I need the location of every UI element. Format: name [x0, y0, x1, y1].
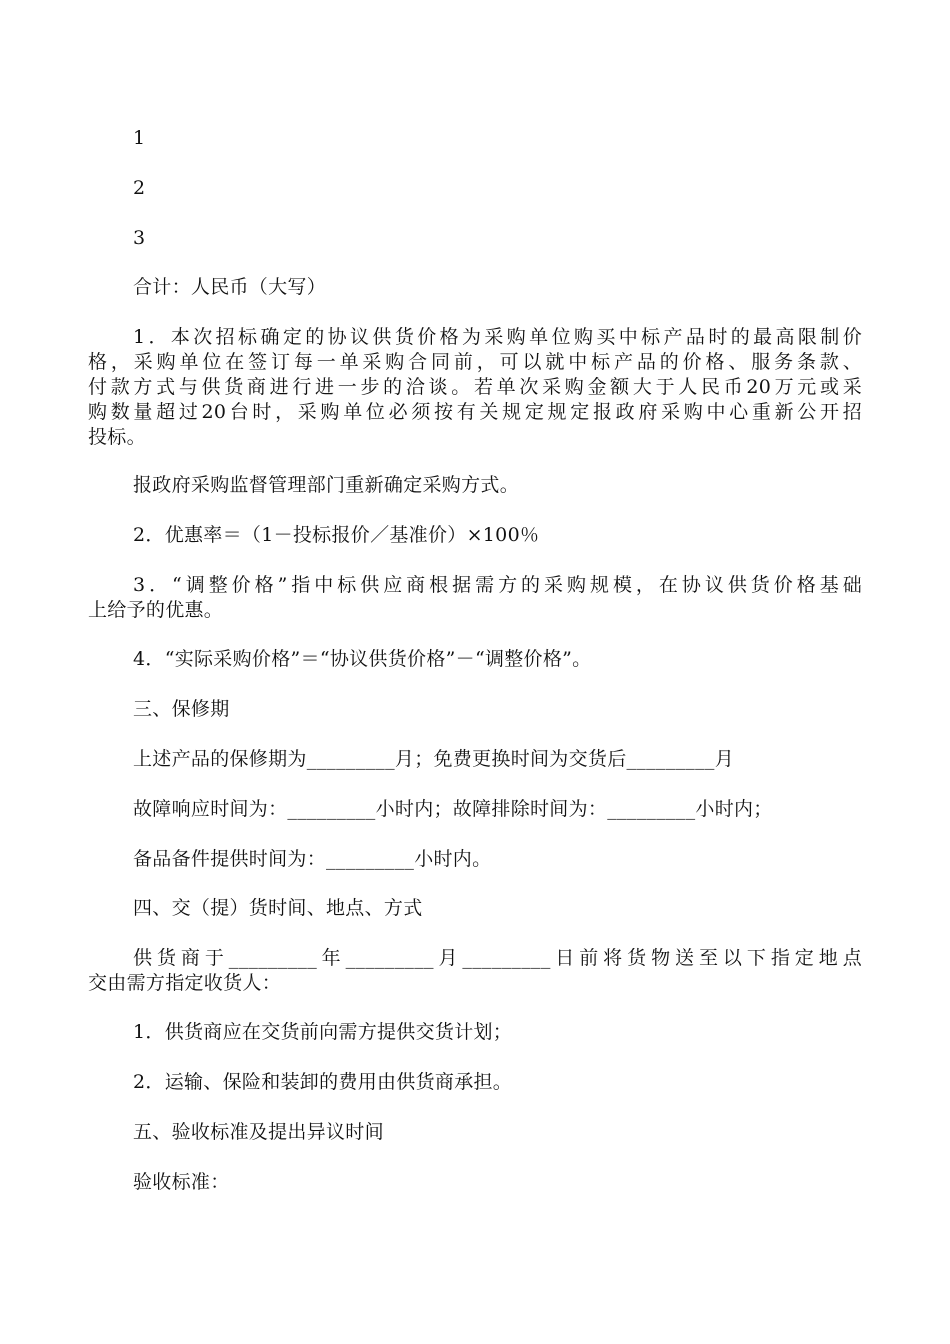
- section-4-heading: 四、交（提）货时间、地点、方式: [133, 897, 423, 919]
- delivery-paragraph: [88, 946, 862, 996]
- delivery-line-1: 供货商于_________年_________月_________日前将货物送至以下指定地点: [133, 947, 862, 969]
- note-1-paragraph: [88, 325, 862, 450]
- section-5-heading: 五、验收标准及提出异议时间: [133, 1121, 384, 1143]
- note-4: 4．“实际采购价格”＝“协议供货价格”－“调整价格”。: [133, 648, 592, 670]
- delivery-item-2: 2．运输、保险和装卸的费用由供货商承担。: [133, 1071, 513, 1093]
- delivery-line-2: 交由需方指定收货人：: [88, 972, 282, 994]
- note-1-line-5: 投标。: [88, 426, 146, 448]
- note-1-line-1: 1．本次招标确定的协议供货价格为采购单位购买中标产品时的最高限制价: [133, 326, 862, 348]
- note-3-line-1: 3．“调整价格”指中标供应商根据需方的采购规模，在协议供货价格基础: [133, 574, 862, 596]
- total-line: 合计：人民币（大写）: [133, 276, 327, 298]
- spare-parts-line: 备品备件提供时间为：_________小时内。: [133, 848, 492, 870]
- note-3-line-2: 上给予的优惠。: [88, 599, 224, 621]
- warranty-period-line: 上述产品的保修期为_________月；免费更换时间为交货后_________月: [133, 748, 735, 770]
- row-number-1: 1: [133, 127, 146, 149]
- note-1-line-2: 格，采购单位在签订每一单采购合同前，可以就中标产品的价格、服务条款、: [88, 351, 862, 373]
- note-1-line-4: 购数量超过20台时，采购单位必须按有关规定规定报政府采购中心重新公开招: [88, 401, 862, 423]
- note-1-line-3: 付款方式与供货商进行进一步的洽谈。若单次采购金额大于人民币20万元或采: [88, 376, 862, 398]
- row-number-3: 3: [133, 227, 146, 249]
- note-1-continuation: 报政府采购监督管理部门重新确定采购方式。: [133, 474, 520, 496]
- delivery-item-1: 1．供货商应在交货前向需方提供交货计划；: [133, 1021, 513, 1043]
- row-number-2: 2: [133, 177, 146, 199]
- acceptance-standard-label: 验收标准：: [133, 1171, 230, 1193]
- fault-response-line: 故障响应时间为：_________小时内；故障排除时间为：_________小时内；: [133, 798, 773, 820]
- section-3-heading: 三、保修期: [133, 698, 230, 720]
- note-3-paragraph: [88, 573, 862, 623]
- note-2: 2．优惠率＝（1－投标报价／基准价）×100％: [133, 524, 540, 546]
